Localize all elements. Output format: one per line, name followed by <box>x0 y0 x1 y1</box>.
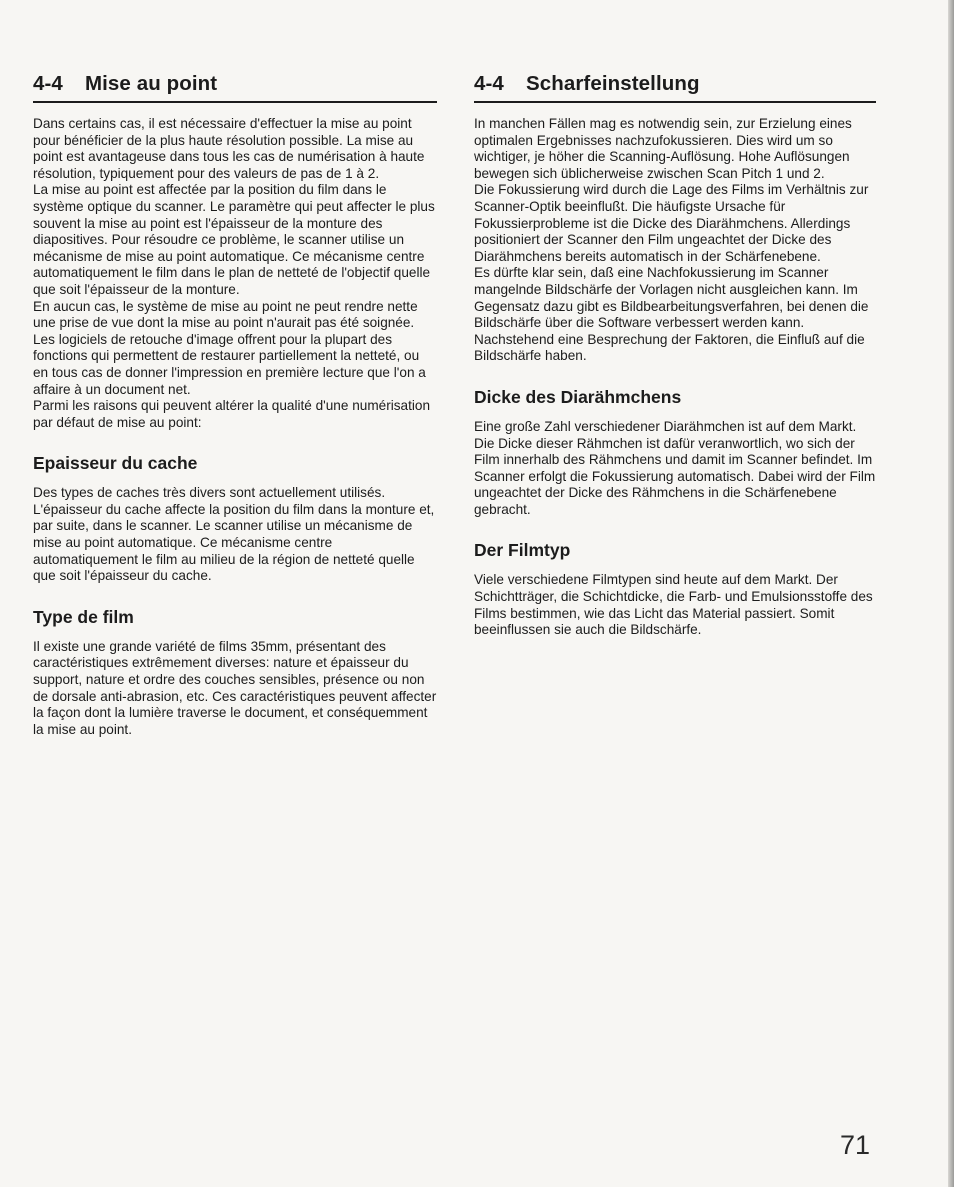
intro-text-de <box>474 116 876 365</box>
page-number: 71 <box>840 1130 871 1160</box>
paragraph: Es dürfte klar sein, daß eine Nachfokussierung im Scanner mangelnde Bildschärfe der Vorlagen nicht ausgleichen kann. Im Gegensatz dazu gibt es Bildbearbeitungsverfahren, bei denen die Bildschärfe über die Software verbessert werden kann. <box>474 265 869 331</box>
section-heading-de <box>474 72 876 103</box>
section-number: 4-4 <box>474 72 504 95</box>
paragraph: Nachstehend eine Besprechung der Faktoren, die Einfluß auf die Bildschärfe haben. <box>474 331 865 364</box>
french-column <box>33 72 437 738</box>
subheading-slide-mount-thickness: Dicke des Diarähmchens <box>474 386 682 407</box>
subheading-cache-thickness: Epaisseur du cache <box>33 453 198 474</box>
page-edge-shadow <box>948 0 954 1187</box>
section-title: Scharfeinstellung <box>525 72 700 95</box>
paragraph: Il existe une grande variété de films 35mm, présentant des caractéristiques extrêmement diverses: nature et épaisseur du support, nature et ordre des couches sensibles, présence ou non de dorsale anti-abrasion, etc. Ces caractéristiques peuvent affecter la façon dont la lumière traverse le document, et conséquemment la mise au point. <box>33 638 437 737</box>
german-column <box>474 72 876 639</box>
paragraph: Eine große Zahl verschiedener Diarähmchen ist auf dem Markt. Die Dicke dieser Rähmchen ist dafür veranwortlich, wo sich der Film innerhalb des Rähmchens und damit im Scanner befindet. Im Scanner erfolgt die Fokussierung automatisch. Dabei wird der Film ungeachtet der Dicke des Rähmchens in die Schärfenebene gebracht. <box>474 418 876 517</box>
paragraph: Die Fokussierung wird durch die Lage des Films im Verhältnis zur Scanner-Optik beeinflußt. Die häufigste Ursache für Fokussierprobleme ist die Dicke des Diarähmchens. Allerdings positioniert der Scanner den Film ungeachtet der Dicke des Diarähmchens bereits automatisch in der Schärfenebene. <box>474 182 869 264</box>
paragraph: Viele verschiedene Filmtypen sind heute auf dem Markt. Der Schichtträger, die Schichtdicke, die Farb- und Emulsionsstoffe des Films bestimmen, wie das Licht das Material passiert. Somit beeinflussen sie auch die Bildschärfe. <box>474 572 873 638</box>
subheading-film-type-de: Der Filmtyp <box>474 540 571 561</box>
intro-text-fr <box>33 116 437 431</box>
paragraph: La mise au point est affectée par la position du film dans le système optique du scanner. Le paramètre qui peut affecter le plus souvent la mise au point est l'épaisseur de la monture des diapositives. Pour résoudre ce problème, le scanner utilise un mécanisme de mise au point automatique. Ce mécanisme centre automatiquement le film dans le plan de netteté de l'objectif quelle que soit l'épaisseur de la monture. <box>33 182 435 297</box>
paragraph: Des types de caches très divers sont actuellement utilisés. L'épaisseur du cache affecte la position du film dans la monture et, par suite, dans le scanner. Le scanner utilise un mécanisme de mise au point automatique. Ce mécanisme centre automatiquement le film au milieu de la région de netteté quelle que soit l'épaisseur du cache. <box>33 485 435 584</box>
paragraph: Parmi les raisons qui peuvent altérer la qualité d'une numérisation par défaut de mise au point: <box>33 398 431 430</box>
paragraph: In manchen Fällen mag es notwendig sein, zur Erzielung eines optimalen Ergebnisses nachzufokussieren. Dies wird um so wichtiger, je höher die Scanning-Auflösung. Hohe Auflösungen bewegen sich üblicherweise zwischen Scan Pitch 1 und 2. <box>474 116 852 181</box>
section-title: Mise au point <box>84 72 218 95</box>
section-number: 4-4 <box>33 72 63 95</box>
subheading-film-type: Type de film <box>33 606 134 627</box>
section-heading-fr <box>33 72 437 103</box>
paragraph: En aucun cas, le système de mise au point ne peut rendre nette une prise de vue dont la mise au point n'aurait pas été soignée. Les logiciels de retouche d'image offrent pour la plupart des fonctions qui permettent de restaurer partiellement la netteté, ou en tous cas de donner l'impression en première lecture que l'on a affaire à un document net. <box>33 298 426 397</box>
paragraph: Dans certains cas, il est nécessaire d'effectuer la mise au point pour bénéficier de la plus haute résolution possible. La mise au point est avantageuse dans tous les cas de numérisation à haute résolution, typiquement pour des valeurs de pas de 1 à 2. <box>33 116 425 181</box>
